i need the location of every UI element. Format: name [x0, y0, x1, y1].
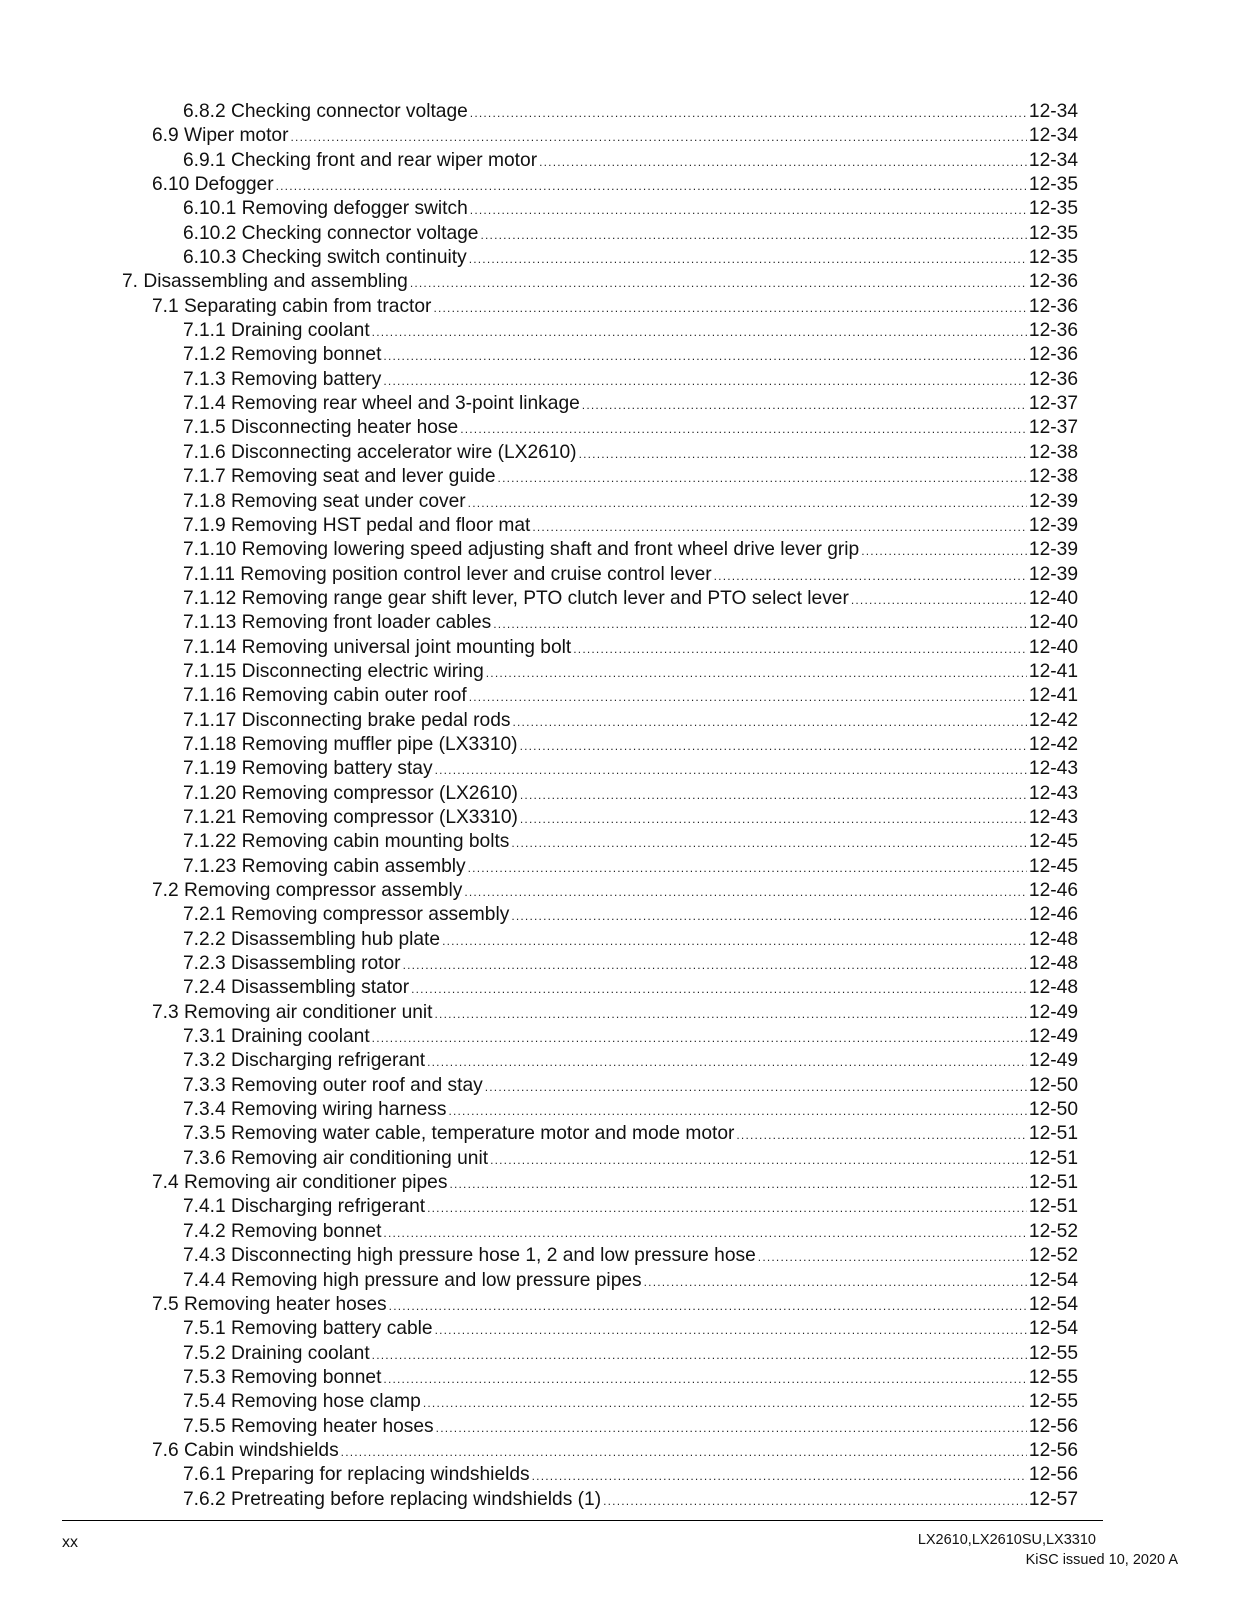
- toc-dot-leader: [861, 540, 1027, 562]
- toc-entry-title: 7.1.1 Draining coolant: [183, 320, 370, 342]
- toc-entry-page: 12-36: [1028, 344, 1078, 366]
- toc-dot-leader: [383, 1368, 1027, 1390]
- toc-entry-title: 7.5 Removing heater hoses: [152, 1293, 387, 1315]
- toc-entry-line: [183, 637, 1078, 660]
- toc-dot-leader: [851, 589, 1027, 611]
- toc-entry[interactable]: [0, 1001, 1236, 1025]
- toc-entry-title: 7.1.23 Removing cabin assembly: [183, 855, 466, 877]
- toc-entry-title: 7.1 Separating cabin from tractor: [152, 295, 432, 317]
- toc-entry[interactable]: [0, 1439, 1236, 1463]
- toc-entry-line: [183, 223, 1078, 246]
- toc-entry-page: 12-36: [1028, 368, 1078, 390]
- toc-entry-page: 12-40: [1028, 612, 1078, 634]
- toc-dot-leader: [427, 1051, 1027, 1073]
- toc-entry-page: 12-34: [1028, 149, 1078, 171]
- toc-entry-page: 12-48: [1028, 953, 1078, 975]
- toc-entry[interactable]: [0, 173, 1236, 197]
- toc-entry[interactable]: [0, 1049, 1236, 1073]
- footer-issue: KiSC issued 10, 2020 A: [1025, 1552, 1178, 1568]
- toc-dot-leader: [511, 832, 1027, 854]
- toc-dot-leader: [470, 199, 1027, 221]
- toc-entry[interactable]: [0, 976, 1236, 1000]
- toc-dot-leader: [532, 516, 1027, 538]
- toc-entry[interactable]: [0, 1488, 1236, 1512]
- toc-entry-line: [183, 1464, 1078, 1487]
- toc-entry-line: [152, 1294, 1078, 1317]
- toc-entry-title: 7.3.5 Removing water cable, temperature motor and mode motor: [183, 1123, 735, 1145]
- toc-entry[interactable]: [0, 1220, 1236, 1244]
- toc-entry-line: [183, 856, 1078, 879]
- toc-entry-page: 12-37: [1028, 417, 1078, 439]
- toc-entry-title: 7.6.1 Preparing for replacing windshields: [183, 1464, 530, 1486]
- toc-dot-leader: [427, 1197, 1027, 1219]
- toc-entry[interactable]: [0, 952, 1236, 976]
- toc-entry-page: 12-54: [1028, 1318, 1078, 1340]
- toc-entry-page: 12-51: [1028, 1172, 1078, 1194]
- toc-entry-title: 7.5.5 Removing heater hoses: [183, 1415, 434, 1437]
- toc-entry[interactable]: [0, 1122, 1236, 1146]
- toc-dot-leader: [582, 394, 1027, 416]
- toc-entry[interactable]: [0, 392, 1236, 416]
- toc-entry-title: 7.3.4 Removing wiring harness: [183, 1099, 447, 1121]
- toc-entry-page: 12-49: [1028, 1001, 1078, 1023]
- toc-entry-title: 7.4.1 Discharging refrigerant: [183, 1196, 426, 1218]
- toc-dot-leader: [383, 370, 1027, 392]
- toc-dot-leader: [644, 1271, 1027, 1293]
- toc-entry-title: 7.1.17 Disconnecting brake pedal rods: [183, 709, 511, 731]
- toc-entry-page: 12-54: [1028, 1269, 1078, 1291]
- toc-entry-title: 7.4.3 Disconnecting high pressure hose 1, 2 and low pressure hose: [183, 1245, 756, 1267]
- toc-dot-leader: [520, 808, 1027, 830]
- toc-entry-page: 12-40: [1028, 587, 1078, 609]
- toc-dot-leader: [436, 1417, 1027, 1439]
- toc-entry-line: [183, 344, 1078, 367]
- toc-entry[interactable]: [0, 709, 1236, 733]
- toc-dot-leader: [579, 443, 1027, 465]
- toc-entry-page: 12-48: [1028, 977, 1078, 999]
- toc-entry[interactable]: [0, 1366, 1236, 1390]
- toc-entry[interactable]: [0, 1098, 1236, 1122]
- toc-entry-line: [152, 296, 1078, 319]
- toc-entry-title: 7.1.18 Removing muffler pipe (LX3310): [183, 733, 518, 755]
- toc-entry[interactable]: [0, 514, 1236, 538]
- toc-entry-page: 12-55: [1028, 1391, 1078, 1413]
- toc-entry-title: 7.1.4 Removing rear wheel and 3-point linkage: [183, 393, 580, 415]
- toc-entry-line: [152, 1172, 1078, 1195]
- toc-dot-leader: [435, 1319, 1027, 1341]
- toc-entry-line: [183, 1270, 1078, 1293]
- toc-entry[interactable]: [0, 1244, 1236, 1268]
- toc-entry-page: 12-34: [1028, 101, 1078, 122]
- toc-entry-page: 12-50: [1028, 1099, 1078, 1121]
- toc-dot-leader: [468, 857, 1027, 879]
- toc-dot-leader: [276, 175, 1027, 197]
- toc-entry-page: 12-46: [1028, 904, 1078, 926]
- toc-dot-leader: [383, 345, 1027, 367]
- toc-entry-page: 12-36: [1028, 271, 1078, 293]
- toc-entry-page: 12-39: [1028, 490, 1078, 512]
- toc-entry-title: 7.1.6 Disconnecting accelerator wire (LX2610): [183, 441, 577, 463]
- toc-entry-page: 12-52: [1028, 1220, 1078, 1242]
- toc-entry[interactable]: [0, 563, 1236, 587]
- toc-entry-page: 12-35: [1028, 247, 1078, 269]
- toc-entry-title: 7.5.3 Removing bonnet: [183, 1366, 382, 1388]
- toc-entry-page: 12-40: [1028, 636, 1078, 658]
- toc-entry-page: 12-41: [1028, 685, 1078, 707]
- toc-dot-leader: [498, 467, 1027, 489]
- toc-entry-line: [183, 1099, 1078, 1122]
- toc-dot-leader: [411, 978, 1027, 1000]
- toc-entry-line: [183, 710, 1078, 733]
- toc-entry-page: 12-49: [1028, 1050, 1078, 1072]
- toc-dot-leader: [758, 1246, 1027, 1268]
- toc-dot-leader: [372, 1027, 1027, 1049]
- toc-entry[interactable]: [0, 149, 1236, 173]
- toc-entry-line: [183, 247, 1078, 270]
- toc-entry[interactable]: [0, 879, 1236, 903]
- toc-entry-line: [152, 880, 1078, 903]
- toc-entry-title: 7.3 Removing air conditioner unit: [152, 1001, 433, 1023]
- toc-entry[interactable]: [0, 295, 1236, 319]
- toc-entry-line: [183, 1148, 1078, 1171]
- toc-entry-title: 6.10.2 Checking connector voltage: [183, 222, 479, 244]
- toc-entry-line: [152, 1440, 1078, 1463]
- toc-entry-line: [183, 393, 1078, 416]
- toc-entry-page: 12-41: [1028, 660, 1078, 682]
- toc-entry-title: 7.3.3 Removing outer roof and stay: [183, 1074, 483, 1096]
- toc-entry-page: 12-43: [1028, 782, 1078, 804]
- toc-entry-line: [183, 101, 1078, 124]
- toc-entry-page: 12-35: [1028, 198, 1078, 220]
- toc-entry[interactable]: [0, 1025, 1236, 1049]
- toc-entry-title: 7.2.3 Disassembling rotor: [183, 953, 401, 975]
- toc-entry-title: 7.1.13 Removing front loader cables: [183, 612, 492, 634]
- toc-entry-page: 12-39: [1028, 539, 1078, 561]
- toc-dot-leader: [736, 1124, 1027, 1146]
- toc-entry-line: [183, 1026, 1078, 1049]
- toc-dot-leader: [389, 1295, 1027, 1317]
- toc-dot-leader: [485, 1076, 1027, 1098]
- toc-entry-page: 12-39: [1028, 514, 1078, 536]
- toc-entry-line: [183, 904, 1078, 927]
- toc-entry-page: 12-51: [1028, 1196, 1078, 1218]
- toc-entry-line: [183, 783, 1078, 806]
- toc-entry[interactable]: [0, 1463, 1236, 1487]
- toc-entry-title: 7.1.16 Removing cabin outer roof: [183, 685, 467, 707]
- toc-dot-leader: [511, 905, 1027, 927]
- toc-entry-page: 12-54: [1028, 1293, 1078, 1315]
- toc-dot-leader: [468, 492, 1027, 514]
- toc-entry-page: 12-35: [1028, 174, 1078, 196]
- toc-entry-title: 7.6.2 Pretreating before replacing windshields (1): [183, 1488, 602, 1510]
- toc-entry-title: 7.1.10 Removing lowering speed adjusting shaft and front wheel drive lever grip: [183, 539, 860, 561]
- toc-entry-page: 12-36: [1028, 295, 1078, 317]
- toc-dot-leader: [539, 151, 1027, 173]
- toc-entry[interactable]: [0, 197, 1236, 221]
- toc-entry[interactable]: [0, 855, 1236, 879]
- toc-entry-title: 7.1.22 Removing cabin mounting bolts: [183, 831, 510, 853]
- toc-entry-title: 7.1.14 Removing universal joint mounting bolt: [183, 636, 572, 658]
- toc-entry-title: 7.5.4 Removing hose clamp: [183, 1391, 421, 1413]
- toc-entry-title: 6.8.2 Checking connector voltage: [183, 101, 468, 122]
- toc-entry-page: 12-34: [1028, 125, 1078, 147]
- toc-entry-page: 12-56: [1028, 1464, 1078, 1486]
- toc-entry[interactable]: [0, 636, 1236, 660]
- toc-dot-leader: [464, 881, 1027, 903]
- toc-entry-line: [152, 125, 1078, 148]
- toc-dot-leader: [532, 1465, 1027, 1487]
- toc-entry-title: 7.4.4 Removing high pressure and low pressure pipes: [183, 1269, 642, 1291]
- toc-entry-page: 12-56: [1028, 1439, 1078, 1461]
- toc-dot-leader: [493, 613, 1027, 635]
- toc-dot-leader: [714, 565, 1027, 587]
- toc-entry-line: [183, 369, 1078, 392]
- toc-entry-title: 7. Disassembling and assembling: [122, 271, 408, 293]
- toc-entry[interactable]: [0, 343, 1236, 367]
- toc-dot-leader: [520, 735, 1027, 757]
- toc-entry[interactable]: [0, 465, 1236, 489]
- toc-entry[interactable]: [0, 246, 1236, 270]
- toc-entry-title: 7.5.1 Removing battery cable: [183, 1318, 433, 1340]
- toc-dot-leader: [291, 126, 1027, 148]
- toc-entry-title: 7.1.5 Disconnecting heater hose: [183, 417, 459, 439]
- toc-entry-page: 12-52: [1028, 1245, 1078, 1267]
- page-number: xx: [62, 1534, 78, 1551]
- toc-entry[interactable]: [0, 1195, 1236, 1219]
- toc-dot-leader: [512, 711, 1026, 733]
- toc-entry-title: 6.9 Wiper motor: [152, 125, 289, 147]
- toc-entry-line: [183, 831, 1078, 854]
- toc-entry-title: 7.3.2 Discharging refrigerant: [183, 1050, 426, 1072]
- toc-entry-line: [183, 1123, 1078, 1146]
- toc-dot-leader: [486, 662, 1027, 684]
- toc-entry-line: [122, 271, 1078, 294]
- toc-entry[interactable]: [0, 1342, 1236, 1366]
- toc-entry-title: 7.1.21 Removing compressor (LX3310): [183, 806, 518, 828]
- toc-entry-page: 12-38: [1028, 466, 1078, 488]
- toc-entry[interactable]: [0, 319, 1236, 343]
- toc-entry-line: [183, 417, 1078, 440]
- toc-entry-line: [183, 442, 1078, 465]
- toc-dot-leader: [449, 1173, 1026, 1195]
- toc-entry-line: [183, 1318, 1078, 1341]
- toc-entry-title: 7.3.1 Draining coolant: [183, 1026, 370, 1048]
- toc-entry-line: [152, 174, 1078, 197]
- toc-entry-title: 7.1.20 Removing compressor (LX2610): [183, 782, 518, 804]
- toc-entry-line: [183, 1050, 1078, 1073]
- toc-dot-leader: [469, 248, 1027, 270]
- toc-entry-line: [183, 1489, 1078, 1512]
- toc-entry-line: [183, 588, 1078, 611]
- toc-entry-title: 7.1.7 Removing seat and lever guide: [183, 466, 496, 488]
- toc-entry-line: [183, 466, 1078, 489]
- toc-entry[interactable]: [0, 684, 1236, 708]
- toc-entry-title: 7.2.4 Disassembling stator: [183, 977, 410, 999]
- toc-entry-title: 7.1.9 Removing HST pedal and floor mat: [183, 514, 531, 536]
- footer-models: LX2610,LX2610SU,LX3310: [917, 1532, 1096, 1548]
- toc-entry-title: 7.1.3 Removing battery: [183, 368, 382, 390]
- toc-dot-leader: [470, 102, 1027, 124]
- toc-entry-line: [183, 539, 1078, 562]
- toc-entry-line: [183, 953, 1078, 976]
- toc-entry[interactable]: [0, 416, 1236, 440]
- toc-entry-line: [183, 1196, 1078, 1219]
- toc-entry[interactable]: [0, 1390, 1236, 1414]
- toc-entry[interactable]: [0, 928, 1236, 952]
- toc-entry-page: 12-38: [1028, 441, 1078, 463]
- toc-entry-title: 7.1.19 Removing battery stay: [183, 758, 433, 780]
- toc-entry-line: [183, 1367, 1078, 1390]
- toc-entry-page: 12-42: [1028, 733, 1078, 755]
- toc-entry[interactable]: [0, 782, 1236, 806]
- toc-entry-page: 12-42: [1028, 709, 1078, 731]
- toc-entry-line: [183, 661, 1078, 684]
- toc-entry[interactable]: [0, 1147, 1236, 1171]
- toc-entry-line: [183, 977, 1078, 1000]
- toc-entry-line: [183, 491, 1078, 514]
- toc-entry-page: 12-45: [1028, 831, 1078, 853]
- toc-entry[interactable]: [0, 538, 1236, 562]
- toc-entry-title: 6.10.3 Checking switch continuity: [183, 247, 467, 269]
- toc-entry[interactable]: [0, 806, 1236, 830]
- toc-entry-title: 7.2 Removing compressor assembly: [152, 880, 463, 901]
- toc-entry[interactable]: [0, 733, 1236, 757]
- toc-entry[interactable]: [0, 1171, 1236, 1195]
- toc-entry-line: [183, 198, 1078, 221]
- toc-dot-leader: [469, 686, 1027, 708]
- toc-entry-line: [183, 515, 1078, 538]
- toc-dot-leader: [403, 954, 1027, 976]
- toc-entry[interactable]: [0, 124, 1236, 148]
- toc-entry[interactable]: [0, 441, 1236, 465]
- toc-entry-line: [183, 612, 1078, 635]
- toc-entry-title: 7.4 Removing air conditioner pipes: [152, 1172, 448, 1194]
- toc-dot-leader: [603, 1490, 1027, 1512]
- toc-dot-leader: [448, 1100, 1026, 1122]
- toc-entry-line: [183, 1416, 1078, 1439]
- toc-entry[interactable]: [0, 611, 1236, 635]
- toc-entry[interactable]: [0, 100, 1236, 124]
- toc-entry[interactable]: [0, 1293, 1236, 1317]
- toc-entry-page: 12-51: [1028, 1123, 1078, 1145]
- toc-entry-page: 12-55: [1028, 1342, 1078, 1364]
- toc-entry[interactable]: [0, 660, 1236, 684]
- toc-entry-title: 7.1.2 Removing bonnet: [183, 344, 382, 366]
- toc-entry-page: 12-37: [1028, 393, 1078, 415]
- table-of-contents: [0, 100, 1236, 1512]
- toc-entry-title: 6.10.1 Removing defogger switch: [183, 198, 468, 220]
- toc-entry-title: 7.1.8 Removing seat under cover: [183, 490, 466, 512]
- toc-entry-line: [183, 564, 1078, 587]
- toc-entry[interactable]: [0, 1074, 1236, 1098]
- toc-entry-page: 12-46: [1028, 880, 1078, 901]
- toc-dot-leader: [520, 784, 1027, 806]
- toc-entry-title: 7.5.2 Draining coolant: [183, 1342, 370, 1364]
- toc-entry[interactable]: [0, 490, 1236, 514]
- toc-entry[interactable]: [0, 830, 1236, 854]
- toc-dot-leader: [433, 297, 1026, 319]
- toc-dot-leader: [573, 638, 1027, 660]
- toc-dot-leader: [410, 272, 1027, 294]
- toc-entry-line: [152, 1002, 1078, 1025]
- toc-entry-line: [183, 929, 1078, 952]
- toc-entry-title: 7.2.2 Disassembling hub plate: [183, 928, 441, 950]
- toc-entry[interactable]: [0, 1415, 1236, 1439]
- toc-entry-line: [183, 320, 1078, 343]
- toc-entry-line: [183, 1391, 1078, 1414]
- toc-dot-leader: [341, 1441, 1027, 1463]
- toc-entry-title: 7.6 Cabin windshields: [152, 1439, 339, 1461]
- toc-entry-line: [183, 807, 1078, 830]
- toc-entry-page: 12-50: [1028, 1074, 1078, 1096]
- toc-entry[interactable]: [0, 222, 1236, 246]
- toc-entry-page: 12-36: [1028, 320, 1078, 342]
- toc-entry-page: 12-39: [1028, 563, 1078, 585]
- toc-dot-leader: [490, 1149, 1027, 1171]
- toc-entry-title: 7.2.1 Removing compressor assembly: [183, 904, 510, 926]
- toc-entry-title: 7.3.6 Removing air conditioning unit: [183, 1147, 489, 1169]
- toc-entry[interactable]: [0, 587, 1236, 611]
- toc-entry-page: 12-51: [1028, 1147, 1078, 1169]
- toc-entry-title: 6.10 Defogger: [152, 174, 274, 196]
- toc-entry-page: 12-35: [1028, 222, 1078, 244]
- toc-entry-line: [183, 734, 1078, 757]
- toc-dot-leader: [442, 930, 1027, 952]
- toc-entry-page: 12-56: [1028, 1415, 1078, 1437]
- toc-entry-title: 7.1.12 Removing range gear shift lever, PTO clutch lever and PTO select lever: [183, 587, 849, 609]
- toc-entry[interactable]: [0, 368, 1236, 392]
- toc-entry-page: 12-48: [1028, 928, 1078, 950]
- toc-entry-title: 7.1.11 Removing position control lever and cruise control lever: [183, 563, 712, 585]
- toc-entry-page: 12-55: [1028, 1366, 1078, 1388]
- toc-entry[interactable]: [0, 903, 1236, 927]
- toc-dot-leader: [372, 1344, 1027, 1366]
- toc-dot-leader: [435, 759, 1027, 781]
- toc-entry-title: 7.4.2 Removing bonnet: [183, 1220, 382, 1242]
- toc-entry[interactable]: [0, 1269, 1236, 1293]
- toc-entry-page: 12-49: [1028, 1026, 1078, 1048]
- toc-entry-line: [183, 1221, 1078, 1244]
- toc-entry-page: 12-43: [1028, 806, 1078, 828]
- toc-dot-leader: [423, 1392, 1027, 1414]
- toc-entry-line: [183, 758, 1078, 781]
- toc-entry-line: [183, 685, 1078, 708]
- toc-entry-line: [183, 1245, 1078, 1268]
- toc-entry-line: [183, 1075, 1078, 1098]
- toc-dot-leader: [460, 418, 1027, 440]
- toc-entry-title: 6.9.1 Checking front and rear wiper motor: [183, 149, 538, 171]
- toc-dot-leader: [480, 224, 1026, 246]
- toc-dot-leader: [435, 1003, 1027, 1025]
- toc-entry-page: 12-43: [1028, 758, 1078, 780]
- toc-entry[interactable]: [0, 757, 1236, 781]
- toc-entry-line: [183, 1343, 1078, 1366]
- toc-entry-line: [183, 150, 1078, 173]
- footer-divider: [62, 1520, 1103, 1521]
- toc-dot-leader: [383, 1222, 1027, 1244]
- toc-entry[interactable]: [0, 1317, 1236, 1341]
- toc-dot-leader: [372, 321, 1027, 343]
- toc-entry-title: 7.1.15 Disconnecting electric wiring: [183, 660, 484, 682]
- toc-entry[interactable]: [0, 270, 1236, 294]
- toc-entry-page: 12-57: [1028, 1488, 1078, 1510]
- toc-entry-page: 12-45: [1028, 855, 1078, 877]
